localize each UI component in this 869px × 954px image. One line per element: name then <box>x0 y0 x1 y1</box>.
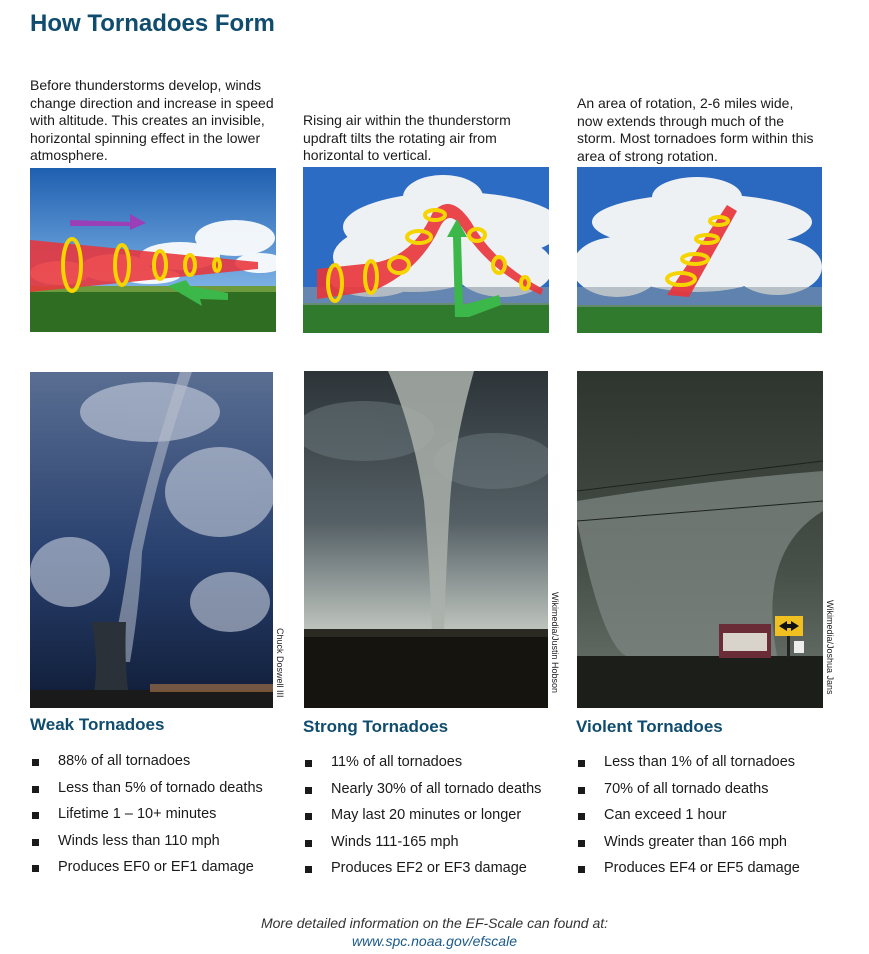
formation-step-1-text: Before thunderstorms develop, winds change direction and increase in speed with altitude. This creates an invisible, horizontal spinning effect in the lower atmosphere. <box>30 77 274 163</box>
fact-text: 88% of all tornadoes <box>58 753 191 769</box>
bullet-icon <box>578 840 585 847</box>
list-item <box>576 754 846 781</box>
formation-diagram-2 <box>303 167 549 333</box>
bullet-icon <box>305 760 312 767</box>
weak-tornado-photo <box>30 372 273 708</box>
bullet-icon <box>305 866 312 873</box>
list-item <box>30 806 290 833</box>
weak-tornado-facts <box>30 753 290 886</box>
weak-tornadoes-heading: Weak Tornadoes <box>30 715 165 734</box>
page-title: How Tornadoes Form <box>30 10 275 37</box>
fact-text: Produces EF0 or EF1 damage <box>58 859 254 875</box>
strong-tornado-photo <box>304 371 548 708</box>
fact-text: Winds less than 110 mph <box>58 832 220 849</box>
list-item <box>30 753 290 780</box>
bullet-icon <box>578 760 585 767</box>
bullet-icon <box>578 787 585 794</box>
list-item <box>303 754 568 781</box>
list-item <box>30 780 290 807</box>
strong-tornadoes-heading: Strong Tornadoes <box>303 717 449 736</box>
strong-tornado-facts <box>303 754 568 887</box>
fact-text: Lifetime 1 – 10+ minutes <box>58 806 217 822</box>
list-item <box>303 834 568 861</box>
list-item <box>30 859 290 886</box>
bullet-icon <box>32 812 39 819</box>
list-item <box>576 807 846 834</box>
violent-tornado-photo <box>577 371 823 708</box>
bullet-icon <box>32 786 39 793</box>
list-item <box>303 860 568 887</box>
bullet-icon <box>32 759 39 766</box>
photo-credit: Chuck Doswell III <box>275 628 285 698</box>
fact-text: May last 20 minutes or longer <box>331 807 522 823</box>
footer-note: More detailed information on the EF-Scale can found at: <box>260 915 609 931</box>
photo-credit: Wikimedia/Joshua Jans <box>825 600 835 695</box>
list-item <box>303 807 568 834</box>
fact-text: 70% of all tornado deaths <box>604 780 769 797</box>
bullet-icon <box>305 787 312 794</box>
fact-text: Winds greater than 166 mph <box>604 833 787 850</box>
list-item <box>576 860 846 887</box>
fact-text: Less than 5% of tornado deaths <box>58 779 263 796</box>
formation-diagram-3 <box>577 167 822 333</box>
bullet-icon <box>578 813 585 820</box>
bullet-icon <box>578 866 585 873</box>
bullet-icon <box>305 813 312 820</box>
fact-text: Produces EF2 or EF3 damage <box>331 860 527 876</box>
formation-diagram-1 <box>30 168 276 332</box>
fact-text: Can exceed 1 hour <box>604 807 727 823</box>
formation-step-3-text: An area of rotation, 2-6 miles wide, now extends through much of the storm. Most tornadoes form within this area of strong rotation. <box>577 95 814 164</box>
efscale-link[interactable]: www.spc.noaa.gov/efscale <box>352 933 517 949</box>
fact-text: Winds 111-165 mph <box>331 833 459 850</box>
violent-tornadoes-heading: Violent Tornadoes <box>576 717 723 736</box>
photo-credit: Wikimedia/Justin Hobson <box>550 592 560 694</box>
list-item <box>576 834 846 861</box>
list-item <box>303 781 568 808</box>
fact-text: 11% of all tornadoes <box>331 754 463 770</box>
fact-text: Nearly 30% of all tornado deaths <box>331 780 542 797</box>
formation-step-2-text: Rising air within the thunderstorm updraft tilts the rotating air from horizontal to vertical. <box>303 112 511 163</box>
bullet-icon <box>32 839 39 846</box>
bullet-icon <box>305 840 312 847</box>
fact-text: Less than 1% of all tornadoes <box>604 754 796 770</box>
fact-text: Produces EF4 or EF5 damage <box>604 860 800 876</box>
bullet-icon <box>32 865 39 872</box>
list-item <box>30 833 290 860</box>
violent-tornado-facts <box>576 754 846 887</box>
list-item <box>576 781 846 808</box>
